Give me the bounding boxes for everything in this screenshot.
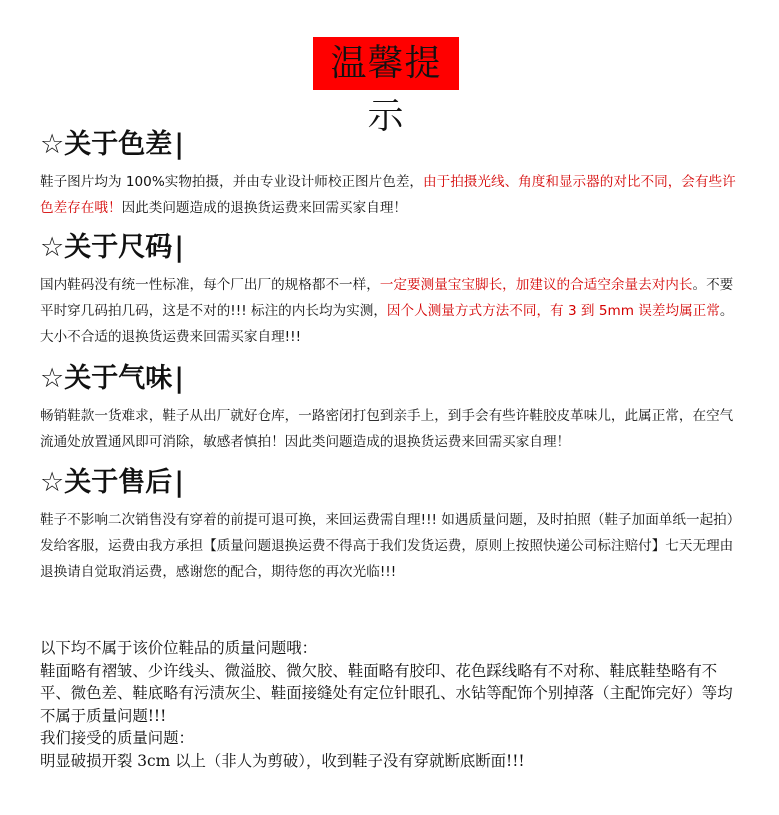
section-odor xyxy=(40,361,740,455)
notice-accepted: 明显破损开裂 3cm 以上（非人为剪破），收到鞋子没有穿就断底断面!!! xyxy=(40,751,525,770)
paragraph-text: 。大小不合适的退换货运费来回需买家自理!!! xyxy=(40,303,734,345)
paragraph-highlight: 由于拍摄光线、角度和显示器的对比不同，会有些许色差存在哦！ xyxy=(40,174,736,216)
paragraph-highlight: 因个人测量方式方法不同，有 3 到 5mm 误差均属正常 xyxy=(386,303,720,319)
paragraph-text: 鞋子图片均为 100%实物拍摄，并由专业设计师校正图片色差， xyxy=(40,174,424,190)
section-heading xyxy=(40,127,740,163)
section-heading xyxy=(40,361,740,397)
section-paragraph xyxy=(40,272,740,350)
section-paragraph xyxy=(40,169,740,221)
section-paragraph: 畅销鞋款一货难求，鞋子从出厂就好仓库，一路密闭打包到亲手上，到手会有些许鞋胶皮革味儿，此属正常，在空气流通处放置通风即可消除，敏感者慎拍！因此类问题造成的退换货运费来回需买家自理！ xyxy=(40,408,734,450)
notice-intro: 以下均不属于该价位鞋品的质量问题哦： xyxy=(40,639,318,657)
heading-text: 关于售后 xyxy=(64,467,173,498)
section-heading xyxy=(40,465,740,501)
notice-non-issues: 鞋面略有褶皱、少许线头、微溢胶、微欠胶、鞋面略有胶印、花色踩线略有不对称、鞋底鞋垫略有不平、微色差、鞋底略有污渍灰尘、鞋面接缝处有定位针眼孔、水钻等配饰个别掉落（主配饰完好）等均不属于质量问题!!! xyxy=(40,661,733,725)
page-title: 温馨提示 xyxy=(313,37,459,90)
star-icon: ☆ xyxy=(40,363,65,394)
heading-text: 关于尺码 xyxy=(64,232,173,263)
heading-text: 关于色差 xyxy=(64,129,173,160)
quality-notice xyxy=(40,637,740,772)
heading-text: 关于气味 xyxy=(64,363,173,394)
paragraph-text: 。不要平时穿几码拍几码，这是不对的!!! 标注的内长均为实测， xyxy=(40,277,734,319)
star-icon: ☆ xyxy=(40,232,65,263)
heading-bar: | xyxy=(174,232,185,263)
notice-accepted-title: 我们接受的质量问题： xyxy=(40,729,194,747)
heading-bar: | xyxy=(174,363,185,394)
star-icon: ☆ xyxy=(40,129,65,160)
section-paragraph: 鞋子不影响二次销售没有穿着的前提可退可换，来回运费需自理!!! 如遇质量问题，及时拍照（鞋子加面单纸一起拍）发给客服，运费由我方承担【质量问题退换运费不得高于我们发货运费，原则上按照快递公司标注赔付】七天无理由退换请自觉取消运费，感谢您的配合，期待您的再次光临!!! xyxy=(40,512,734,580)
paragraph-text: 国内鞋码没有统一性标准，每个厂出厂的规格都不一样， xyxy=(40,277,380,293)
section-size xyxy=(40,230,740,350)
section-color-difference xyxy=(40,127,740,221)
section-after-sales xyxy=(40,465,740,585)
star-icon: ☆ xyxy=(40,467,65,498)
section-heading xyxy=(40,230,740,266)
paragraph-highlight: 一定要测量宝宝脚长，加建议的合适空余量去对内长 xyxy=(379,277,693,293)
paragraph-text: 因此类问题造成的退换货运费来回需买家自理！ xyxy=(121,200,408,216)
heading-bar: | xyxy=(174,129,185,160)
heading-bar: | xyxy=(174,467,185,498)
